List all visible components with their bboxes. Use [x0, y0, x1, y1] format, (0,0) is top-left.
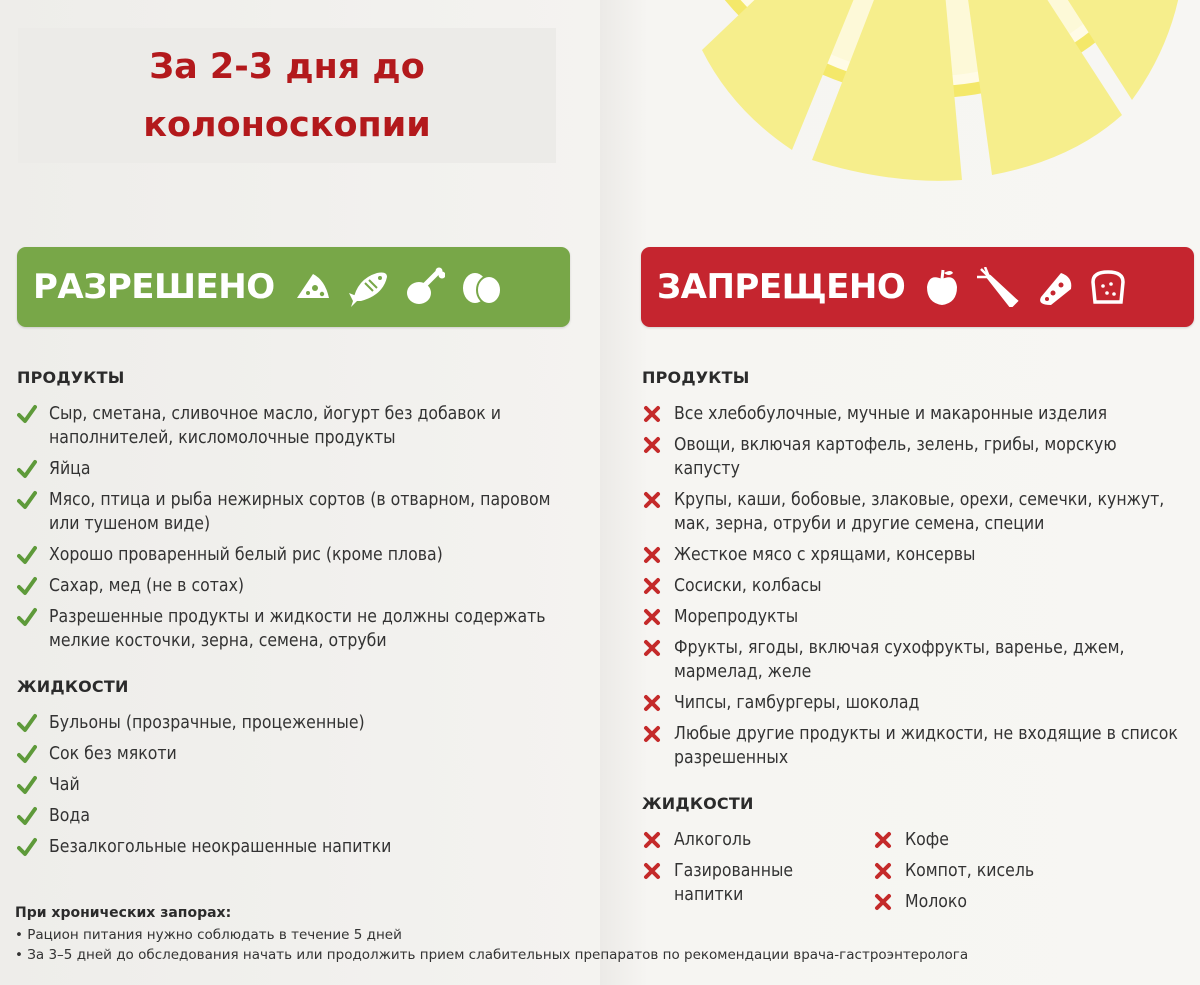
check-icon: [17, 459, 37, 479]
list-item-text: Алкоголь: [674, 830, 752, 850]
footnote: [15, 905, 1165, 965]
list-item-text: Кофе: [905, 830, 949, 850]
list-item-text: Сыр, сметана, сливочное масло, йогурт без добавок и наполнителей, кисломолочные продукты: [49, 404, 501, 448]
forbidden-liquids-list-left: [642, 828, 842, 914]
forbidden-banner: [641, 247, 1194, 327]
list-item: [642, 605, 1187, 629]
list-item-text: Овощи, включая картофель, зелень, грибы, морскую капусту: [674, 435, 1117, 479]
list-item-text: Сосиски, колбасы: [674, 576, 822, 596]
list-item-text: Вода: [49, 806, 90, 826]
cross-icon: [642, 638, 662, 658]
forbidden-banner-label: ЗАПРЕЩЕНО: [657, 267, 906, 307]
title-box: [18, 28, 556, 163]
list-item: [17, 402, 577, 450]
list-item-text: Сок без мякоти: [49, 744, 177, 764]
list-item-text: Молоко: [905, 892, 968, 912]
list-item-text: Крупы, каши, бобовые, злаковые, орехи, семечки, кунжут, мак, зерна, отруби и другие семена, специи: [674, 490, 1165, 534]
allowed-products-list: [17, 402, 577, 660]
fish-icon: [347, 267, 391, 307]
check-icon: [17, 576, 37, 596]
list-item: [17, 543, 577, 567]
list-item: [873, 859, 1113, 883]
list-item: [17, 574, 577, 598]
cross-icon: [873, 861, 893, 881]
list-item: [17, 457, 577, 481]
chicken-leg-icon: [405, 267, 445, 307]
check-icon: [17, 713, 37, 733]
cross-icon: [642, 576, 662, 596]
list-item-text: Чипсы, гамбургеры, шоколад: [674, 693, 920, 713]
list-item: [642, 691, 1187, 715]
check-icon: [17, 404, 37, 424]
forbidden-products-list: [642, 402, 1187, 777]
list-item-text: Все хлебобулочные, мучные и макаронные изделия: [674, 404, 1108, 424]
allowed-banner: [17, 247, 570, 327]
list-item: [642, 402, 1187, 426]
apple-icon: [923, 267, 961, 307]
list-item-text: Яйца: [49, 459, 91, 479]
page-title: За 2-3 дня до колоноскопии: [143, 46, 431, 145]
list-item-text: Любые другие продукты и жидкости, не входящие в список разрешенных: [674, 724, 1178, 768]
lemon-slice-icon: [662, 0, 1200, 200]
list-item: [873, 828, 1113, 852]
list-item-text: Морепродукты: [674, 607, 799, 627]
list-item-text: Жесткое мясо с хрящами, консервы: [674, 545, 976, 565]
list-item: [642, 636, 1187, 684]
carrot-icon: [975, 267, 1019, 307]
footnote-line: • Рацион питания нужно соблюдать в течение 5 дней: [15, 927, 402, 943]
list-item: [642, 722, 1187, 770]
cheese-icon: [293, 270, 333, 304]
footnote-heading: При хронических запорах:: [15, 905, 232, 921]
list-item-text: Мясо, птица и рыба нежирных сортов (в отварном, паровом или тушеном виде): [49, 490, 551, 534]
allowed-liquids-list: [17, 711, 577, 866]
list-item-text: Сахар, мед (не в сотах): [49, 576, 245, 596]
cross-icon: [873, 830, 893, 850]
list-item-text: Хорошо проваренный белый рис (кроме плова): [49, 545, 443, 565]
allowed-products-heading: ПРОДУКТЫ: [17, 368, 125, 387]
check-icon: [17, 545, 37, 565]
cross-icon: [642, 693, 662, 713]
list-item: [642, 574, 1187, 598]
list-item-text: Бульоны (прозрачные, процеженные): [49, 713, 365, 733]
list-item: [642, 828, 842, 852]
cookie-icon: [1033, 267, 1075, 307]
check-icon: [17, 837, 37, 857]
list-item: [17, 488, 577, 536]
footnote-line: • За 3–5 дней до обследования начать или продолжить прием слабительных препаратов по рекомендации врача-гастроэнтеролога: [15, 947, 969, 963]
list-item: [17, 804, 577, 828]
list-item: [17, 742, 577, 766]
list-item: [17, 605, 577, 653]
eggs-icon: [459, 269, 503, 305]
list-item: [17, 835, 577, 859]
list-item-text: Безалкогольные неокрашенные напитки: [49, 837, 392, 857]
list-item: [642, 488, 1187, 536]
cross-icon: [642, 830, 662, 850]
check-icon: [17, 806, 37, 826]
forbidden-products-heading: ПРОДУКТЫ: [642, 368, 750, 387]
list-item: [642, 433, 1187, 481]
list-item-text: Чай: [49, 775, 80, 795]
list-item-text: Фрукты, ягоды, включая сухофрукты, варенье, джем, мармелад, желе: [674, 638, 1125, 682]
check-icon: [17, 775, 37, 795]
forbidden-liquids-heading: ЖИДКОСТИ: [642, 794, 754, 813]
allowed-banner-label: РАЗРЕШЕНО: [33, 267, 275, 307]
cross-icon: [642, 545, 662, 565]
list-item: [17, 711, 577, 735]
cross-icon: [642, 724, 662, 744]
cross-icon: [642, 490, 662, 510]
check-icon: [17, 744, 37, 764]
cross-icon: [642, 607, 662, 627]
cross-icon: [642, 435, 662, 455]
list-item-text: Газированные напитки: [674, 861, 794, 905]
check-icon: [17, 490, 37, 510]
cross-icon: [642, 861, 662, 881]
cross-icon: [642, 404, 662, 424]
list-item-text: Компот, кисель: [905, 861, 1035, 881]
list-item: [17, 773, 577, 797]
list-item: [642, 543, 1187, 567]
allowed-liquids-heading: ЖИДКОСТИ: [17, 677, 129, 696]
list-item: [642, 859, 842, 907]
check-icon: [17, 607, 37, 627]
list-item-text: Разрешенные продукты и жидкости не должны содержать мелкие косточки, зерна, семена, отруби: [49, 607, 546, 651]
bread-icon: [1089, 268, 1127, 306]
